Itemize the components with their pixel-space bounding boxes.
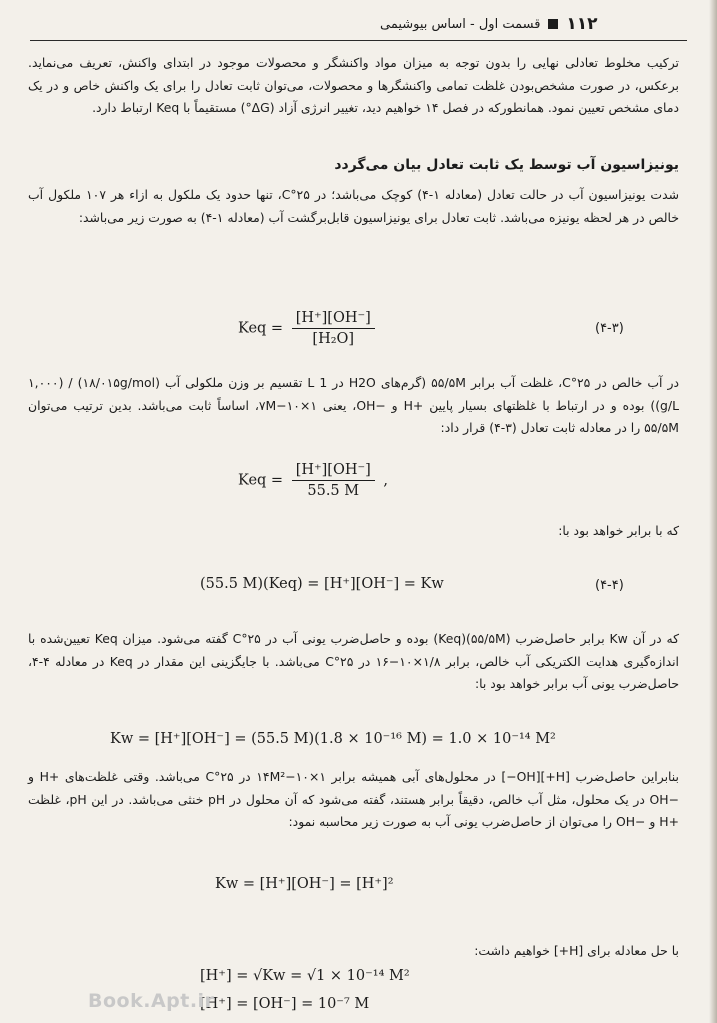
paragraph-5: که در آن Kw برابر حاصل‌ضرب (۵۵/۵M)(Keq) بوده و حاصل‌ضرب یونی آب در ۲۵°C گفته می‌شود. میزان Keq تعیین‌شده با اندازه‌گیری هدایت الکتریکی آب خالص، برابر ۱/۸×۱۰−۱۶ در ۲۵°C می‌باشد. با جایگزینی این مقدار در Keq در معادله ۴-۴، حاصل‌ضرب یونی آب برابر خواهد بود با: xyxy=(28,631,680,691)
eq-sub-fraction xyxy=(292,462,375,499)
paragraph-1: ترکیب مخلوط تعادلی نهایی را بدون توجه به میزان مواد واکنشگر و محصولات موجود در ابتدای واکنش، تعریف می‌نماید. برعکس، در صورت مشخص‌بودن غلظت تمامی واکنشگرها و محصولات، می‌توان ثابت تعادل را برای یک واکنش خاص و در یک دمای مشخص تعیین نمود. همانطورکه در فصل ۱۴ خواهیم دید، تغییر انرژی آزاد (ΔG°) مستقیماً با Keq ارتباط دارد. xyxy=(28,55,679,115)
eq3-lhs: Keq = xyxy=(238,320,284,337)
paragraph-2: شدت یونیزاسیون آب در حالت تعادل (معادله ۱-۴) کوچک می‌باشد؛ در ۲۵°C، تنها حدود یک ملکول به ازاء هر ۱۰۷ ملکول آب خالص در هر لحظه یونیزه می‌باشد. ثابت تعادل برای یونیزاسیون قابل‌برگشت آب (معادله ۱-۴) به صورت زیر می‌باشد: xyxy=(28,187,679,225)
eq-sub-denominator: 55.5 M xyxy=(307,483,360,499)
equation-substituted xyxy=(238,462,388,499)
eq3-fraction xyxy=(292,310,375,347)
paragraph-6: بنابراین حاصل‌ضرب [H+][OH−] در محلول‌های آبی همیشه برابر ۱×۱۰−۱۴M² در ۲۵°C می‌باشد. وقتی غلظت‌های +H و −OH در یک محلول، مثل آب خالص، دقیقاً برابر هستند، گفته می‌شود که آن محلول در pH خنثی می‌باشد. در این pH، غلظت +H و −OH را می‌توان از حاصل‌ضرب یونی آب به صورت زیر محاسبه نمود: xyxy=(28,769,679,829)
eq-sub-comma: , xyxy=(383,472,389,489)
watermark: Book.Apt.ir xyxy=(88,990,215,1012)
equation-kw-squared: Kw = [H⁺][OH⁻] = [H⁺]² xyxy=(215,876,394,892)
eq3-denominator: [H₂O] xyxy=(312,331,355,347)
equation-kw-value: Kw = [H⁺][OH⁻] = (55.5 M)(1.8 × 10⁻¹⁶ M) = 1.0 × 10⁻¹⁴ M² xyxy=(110,731,556,747)
page-number: ۱۱۲ xyxy=(566,14,598,34)
eq-sub-lhs: Keq = xyxy=(238,472,284,489)
equation-number-4-3: (۴-۳) xyxy=(595,321,624,336)
equation-4-3 xyxy=(238,310,379,347)
equation-number-4-4: (۴-۴) xyxy=(595,578,624,593)
header-square-icon xyxy=(548,19,558,29)
eq-sub-numerator: [H⁺][OH⁻] xyxy=(292,462,375,481)
equation-h-sqrt: [H⁺] = √Kw = √1 × 10⁻¹⁴ M² xyxy=(200,968,410,984)
eq3-numerator: [H⁺][OH⁻] xyxy=(292,310,375,329)
header-rule xyxy=(30,40,687,41)
section-heading: یونیزاسیون آب توسط یک ثابت تعادل بیان می‌گردد xyxy=(334,157,679,173)
page-edge-shadow xyxy=(709,0,717,1023)
equation-h-value: [H⁺] = [OH⁻] = 10⁻⁷ M xyxy=(200,996,370,1012)
paragraph-4: که با برابر خواهد بود با: xyxy=(558,523,679,538)
paragraph-3: در آب خالص در ۲۵°C، غلظت آب برابر ۵۵/۵M (گرم‌های H2O در 1 L تقسیم بر وزن ملکولی آب (۱۸/۰۱۵g/mol) / (۱,۰۰۰ g/L)) بوده و در ارتباط با غلظتهای بسیار پایین +H و −OH، یعنی ۱×۱۰−۷M، اساساً ثابت می‌باشد. بدین ترتیب می‌توان ۵۵/۵M را در معادله ثابت تعادل (۳-۴) قرار داد: xyxy=(28,375,679,435)
page-header xyxy=(380,10,687,38)
chapter-title: قسمت اول - اساس بیوشیمی xyxy=(380,16,541,32)
paragraph-7: با حل معادله برای [H+] خواهیم داشت: xyxy=(474,943,679,958)
equation-4-4: (55.5 M)(Keq) = [H⁺][OH⁻] = Kw xyxy=(200,576,444,592)
